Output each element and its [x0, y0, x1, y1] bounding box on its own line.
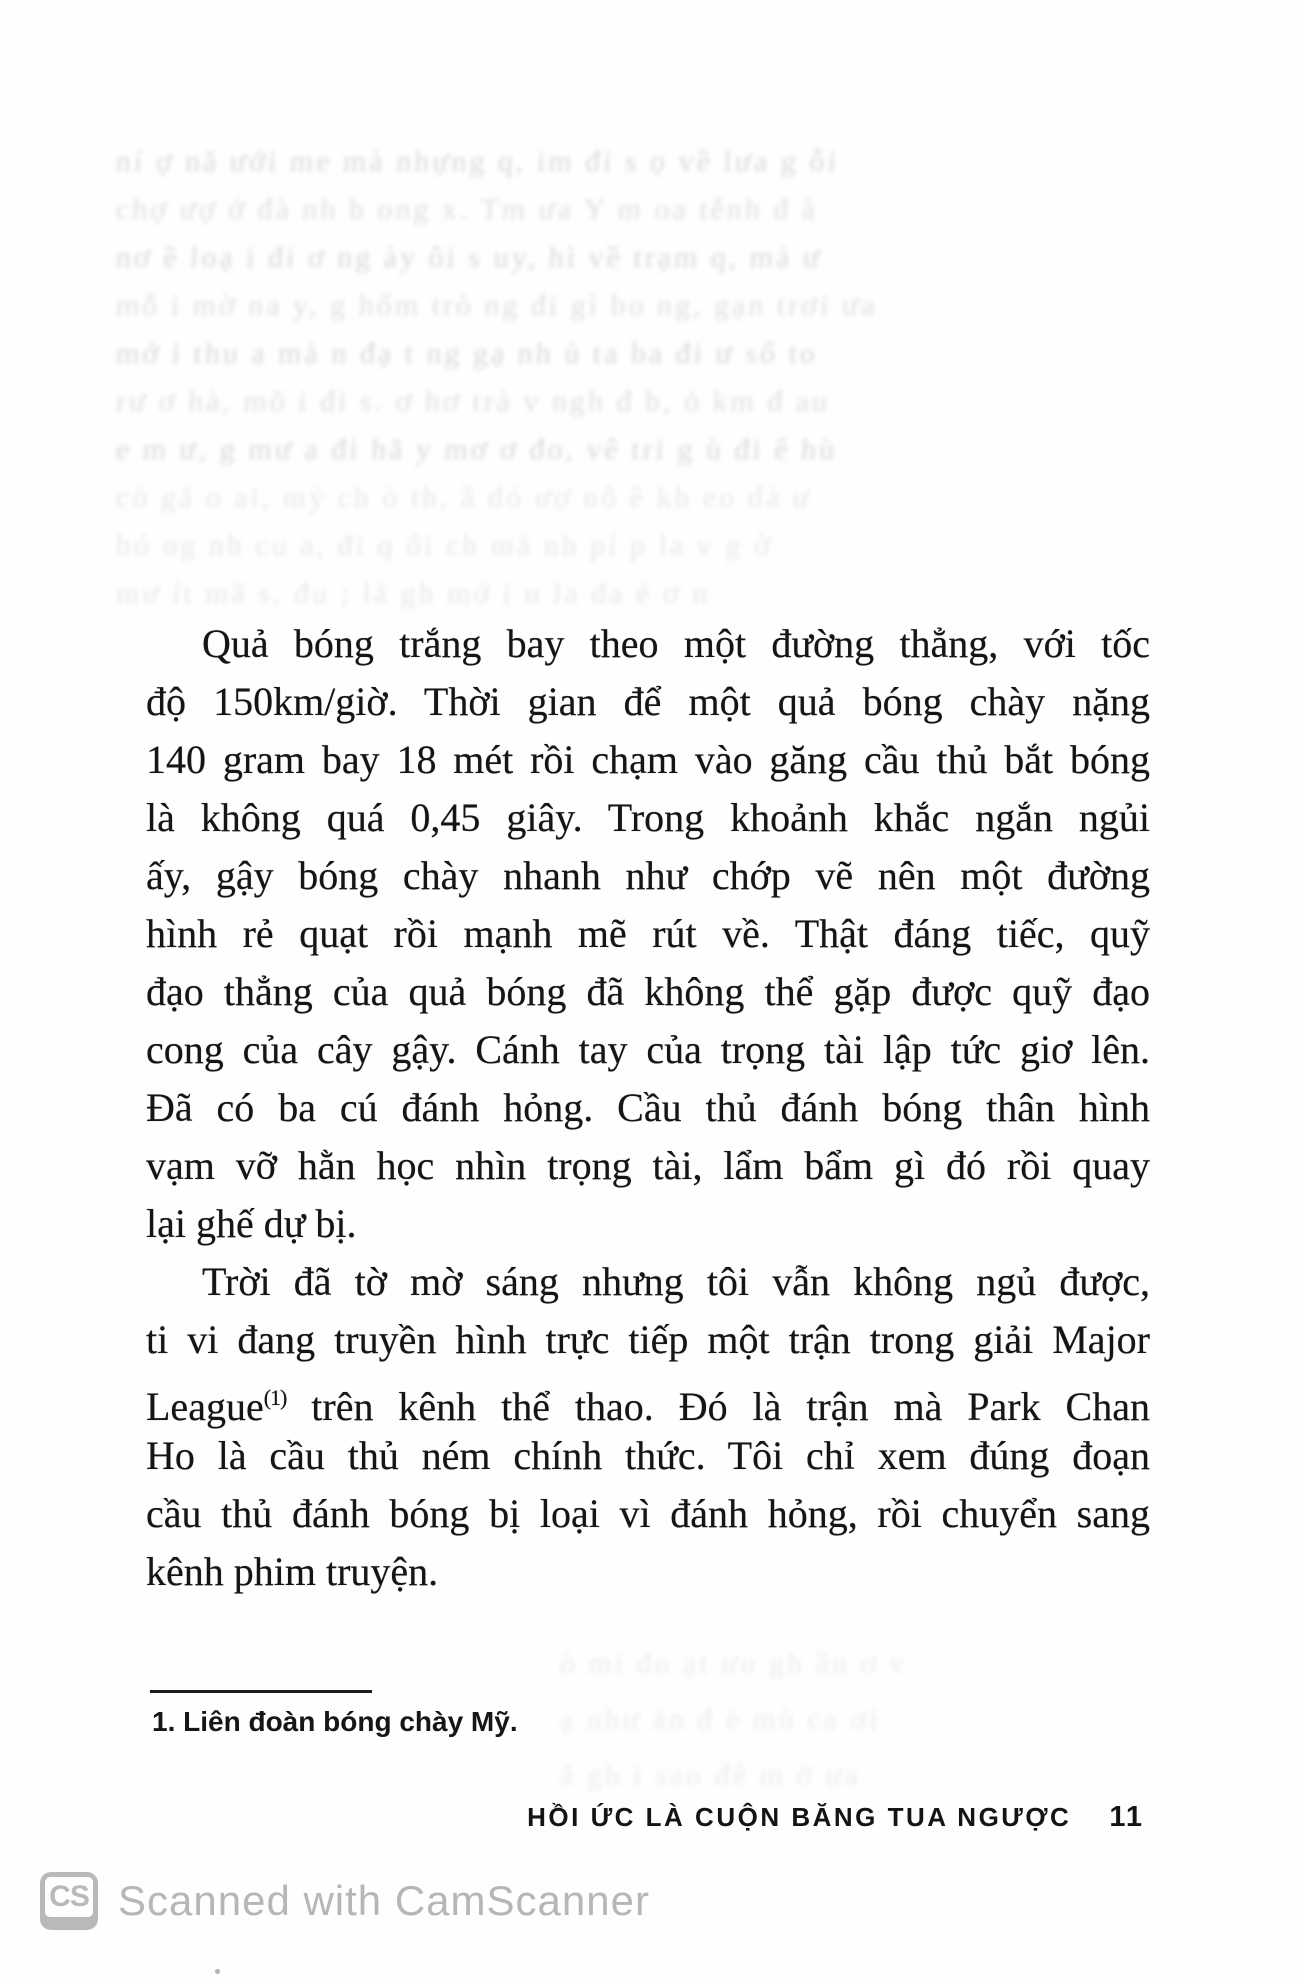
footnote: 1. Liên đoàn bóng chày Mỹ. — [152, 1706, 518, 1737]
bleed-through-line: cò gắ o ai, mỳ ch ò th, ầ dó ượ nô ề kh eo dà ư — [115, 481, 813, 514]
body-line: đạo thẳng của quả bóng đã không thể gặp được quỹ đạo — [146, 969, 1150, 1014]
bleed-through-text-lower — [560, 1636, 1160, 1804]
body-line: Trời đã tờ mờ sáng nhưng tôi vẫn không ngủ được, — [202, 1259, 1150, 1304]
bleed-through-text — [116, 138, 1168, 618]
bleed-through-line: mớ i thu a mà n đạ t ng gạ nh ủ ta ba đi ư sổ to — [115, 337, 819, 370]
bleed-through-line: ạ như ản đ è mù ca ơi — [559, 1703, 882, 1736]
body-line: độ 150km/giờ. Thời gian để một quả bóng chày nặng — [146, 679, 1150, 724]
body-line: Ho là cầu thủ ném chính thức. Tôi chỉ xem đúng đoạn — [146, 1433, 1150, 1478]
body-line: cong của cây gậy. Cánh tay của trọng tài lập tức giơ lên. — [146, 1027, 1150, 1072]
body-line-paragraph-end: kênh phim truyện. — [146, 1549, 439, 1594]
scan-speck — [215, 1969, 220, 1974]
bleed-through-line: ní ợ nă ưới me mà nhựng q, im đi s ọ về lưa g ỗi — [115, 145, 840, 178]
bleed-through-line: ò mi đo ạt ưu gh ần ơ v — [559, 1647, 909, 1680]
footnote-ref-superscript: (1) — [263, 1385, 287, 1410]
body-line: vạm vỡ hằn học nhìn trọng tài, lẩm bẩm gì đó rồi quay — [146, 1143, 1150, 1188]
watermark-text: Scanned with CamScanner — [118, 1877, 650, 1924]
bleed-through-line: mỗ i mờ na y, g hổm trò ng đi gì bo ng, gạn trơi ưa — [115, 289, 879, 322]
running-title: HỒI ỨC LÀ CUỘN BĂNG TUA NGƯỢC — [527, 1802, 1072, 1832]
bleed-through-line: mư ít mã s, đu ; là gh mớ i u la đa é ơ n — [115, 577, 712, 610]
body-line: cầu thủ đánh bóng bị loại vì đánh hỏng, rồi chuyển sang — [146, 1491, 1150, 1536]
body-line: hình rẻ quạt rồi mạnh mẽ rút về. Thật đáng tiếc, quỹ — [146, 911, 1150, 956]
footnote-separator — [150, 1690, 372, 1693]
body-line-with-footnote-ref — [146, 1369, 1150, 1427]
league-line-rest: trên kênh thể thao. Đó là trận mà Park Chan — [286, 1384, 1150, 1429]
body-line: ấy, gậy bóng chày nhanh như chớp vẽ nên một đường — [146, 853, 1150, 898]
body-line: Quả bóng trắng bay theo một đường thẳng, với tốc — [202, 621, 1150, 666]
camscanner-watermark — [40, 1872, 650, 1930]
body-line: là không quá 0,45 giây. Trong khoảnh khắc ngắn ngủi — [146, 795, 1150, 840]
bleed-through-line: bó ng nh cu a, đi q ôi ch mà nh pí p la v g ờ — [115, 529, 774, 562]
page-footer — [527, 1801, 1144, 1834]
bleed-through-line: chợ ượ ở đà nh b ong x. Tm ưa Y m oa tễnh đ à — [115, 193, 820, 226]
body-line: Đã có ba cú đánh hỏng. Cầu thủ đánh bóng thân hình — [146, 1085, 1150, 1130]
bleed-through-line: e m ư, g mư a đi hã y mơ ơ đo, vê tri g ù đi ê hù — [115, 433, 839, 466]
league-word: League — [146, 1384, 264, 1429]
page-number: 11 — [1109, 1801, 1144, 1833]
body-text — [146, 615, 1150, 1601]
body-line: ti vi đang truyền hình trực tiếp một trận trong giải Major — [146, 1317, 1150, 1362]
body-line-paragraph-end: lại ghế dự bị. — [146, 1201, 357, 1246]
bleed-through-line: nơ ề loạ i đi ơ ng ày ôi s uy, hì về trạm q, mà ư — [115, 241, 824, 274]
camscanner-logo-icon — [40, 1872, 98, 1930]
body-line: 140 gram bay 18 mét rồi chạm vào găng cầu thủ bắt bóng — [146, 737, 1150, 782]
cs-logo-text: CS — [45, 1877, 93, 1917]
bleed-through-line: ắ gh ì sao đê m ờ ưa — [559, 1759, 863, 1792]
bleed-through-line: rư ơ hà, mõ i đi s. ơ hơ trà v ngh đ b, ỏ km đ au — [115, 385, 832, 418]
